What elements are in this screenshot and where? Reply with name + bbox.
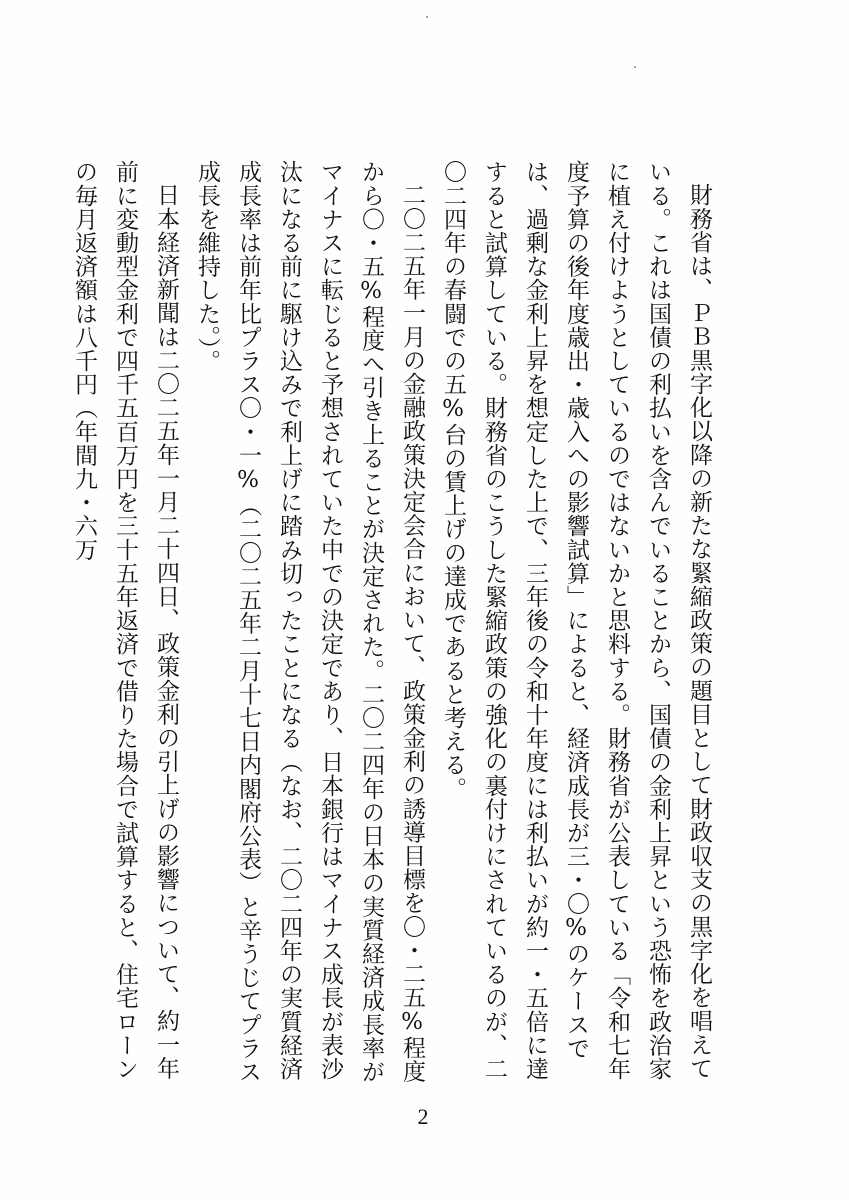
paragraph-1: 財務省は、ＰＢ黒字化以降の新たな緊縮政策の題目として財政収支の黒字化を唱えている。これは国債の利払いを含んでいることから、国債の金利上昇という恐怖を政治家に植え付けようとしているのではないかと思料する。財務省が公表している「令和七年度予算の後年度歳出・歳入への影響試算」によると、経済成長が三・〇%のケースでは、過剰な金利上昇を想定した上で、三年後の令和十年度には利払いが約一・五倍に達すると試算している。財務省のこうした緊縮政策の強化の裏付けにされているのが、二〇二四年の春闘での五%台の賃上げの達成であると考える。 [440, 160, 712, 1081]
paragraph-3: 日本経済新聞は二〇二五年一月二十四日、政策金利の引上げの影響について、約一年前に変動型金利で四千五百万円を三十五年返済で借りた場合で試算すると、住宅ローンの毎月返済額は八千円（年間九・六万 [71, 160, 179, 1081]
scan-speck [426, 16, 428, 18]
page-number: 2 [417, 1104, 429, 1129]
scan-speck [634, 66, 636, 68]
paragraph-2: 二〇二五年一月の金融政策決定会合において、政策金利の誘導目標を〇・二五%程度から〇・五%程度へ引き上ることが決定された。二〇二四年の日本の実質経済成長率がマイナスに転じると予想されていた中での決定であり、日本銀行はマイナス成長が表沙汰になる前に駆け込みで利上げに踏み切ったことになる（なお、二〇二四年の実質経済成長率は前年比プラス〇・一%（二〇二五年二月十七日内閣府公表）と辛うじてプラス成長を維持した。）。 [194, 160, 425, 1084]
vertical-text-body [63, 160, 719, 1100]
